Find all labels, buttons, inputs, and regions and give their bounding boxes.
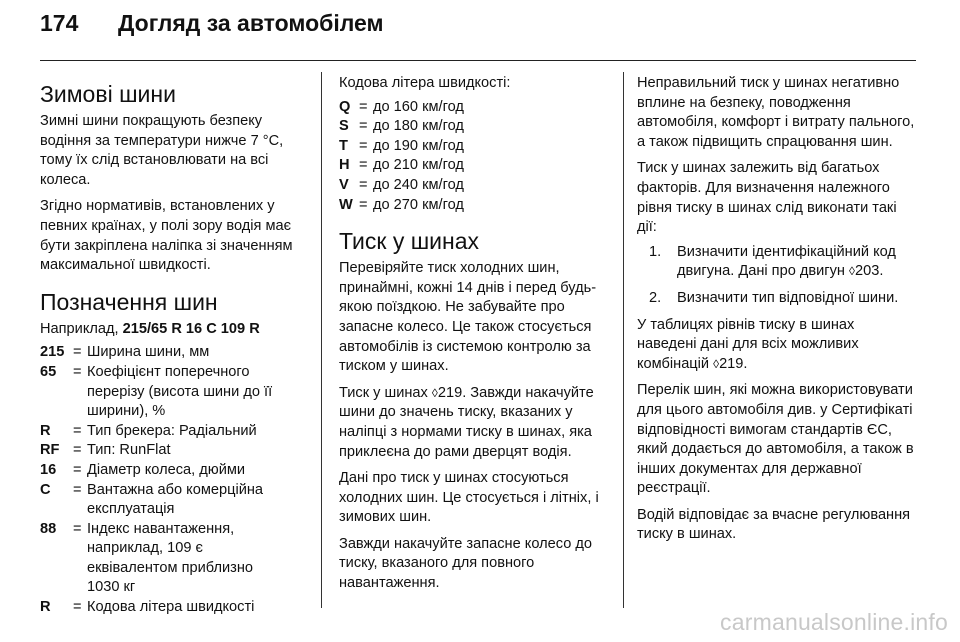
definition-line-text: наприклад, 109 є [87,540,204,557]
definition-term: 65 [40,363,57,380]
definition-line [73,441,308,461]
step-text-after: . [879,263,884,280]
col3-paragraph-3 [637,316,915,375]
speed-value [359,137,611,157]
definition-line [73,343,308,363]
definition-line-text: Індекс навантаження, [87,520,235,537]
definition-row [40,363,308,422]
definition-line [73,539,308,559]
speed-code-list [339,98,611,216]
definition-line-text: Коефіцієнт поперечного [87,363,250,380]
equals-sign: = [73,599,82,616]
speed-code-row [339,137,611,157]
definition-term: RF [40,442,60,459]
equals-sign: = [359,157,368,174]
speed-value-text: до 160 км/год [373,98,464,115]
definition-term: R [40,599,51,616]
equals-sign: = [359,98,368,115]
p2-text-after: . Завжди накачуйте шини до значень тиску, вказаних у наліпці з нормами тиску в шинах, яка приклеєна до рами дверцят водія. [339,384,594,460]
column-divider-1 [321,72,322,608]
equals-sign: = [359,196,368,213]
definition-text [73,461,308,481]
pressure-paragraph-4: Завжди накачуйте запасне колесо до тиску, вказаного для повного навантаження. [339,535,593,592]
definition-line [73,578,308,598]
definition-text [73,598,308,618]
speed-code-row [339,156,611,176]
equals-sign: = [73,481,82,498]
step-item [637,289,915,309]
tire-pressure-heading: Тиск у шинах [339,228,480,255]
definition-term: C [40,481,51,498]
example-code: 215/65 R 16 C 109 R [122,320,260,337]
speed-letter: H [339,157,350,174]
triangle-arrow-icon: ◊ [713,356,720,371]
definition-row [40,598,308,618]
winter-tires-paragraph-1: Зимні шини покращують безпеку водіння за температури нижче 7 °C, тому їх слід встановлювати на всі колеса. [40,113,284,188]
definition-row [40,520,308,598]
speed-value-text: до 210 км/год [373,157,464,174]
speed-value [359,196,611,216]
speed-value [359,98,611,118]
equals-sign: = [359,118,368,135]
col3-paragraph-1: Неправильний тиск у шинах негативно вплине на безпеку, поводження автомобіля, комфорт і витрату пального, а також підвищить спрацювання шин. [637,75,915,150]
speed-letter: V [339,176,349,193]
col3-paragraph-2: Тиск у шинах залежить від багатьох факторів. Для визначення належного рівня тиску в шинах слід виконати такі дії: [637,160,897,236]
definition-line [73,481,308,501]
column-1 [40,80,308,625]
column-2 [339,74,611,601]
definition-line-text: ширини), % [87,403,166,420]
definition-row [40,343,308,363]
speed-letter: T [339,137,348,154]
definition-line-text: Ширина шини, мм [87,344,210,361]
designation-definitions [40,343,308,617]
definition-line [73,559,308,579]
definition-line-text: Кодова літера швидкості [87,599,255,616]
header-rule [40,60,916,61]
column-3 [637,74,915,552]
step-text: Визначити тип відповідної шини. [677,289,899,306]
speed-code-intro: Кодова літера швидкості: [339,75,511,91]
definition-line [73,520,308,540]
speed-value [359,117,611,137]
speed-value-text: до 270 км/год [373,196,464,213]
definition-line [73,461,308,481]
page-number: 174 [40,10,79,36]
definition-term: 16 [40,461,57,478]
winter-tires-heading: Зимові шини [40,81,176,107]
definition-line [73,500,308,520]
chapter-title: Догляд за автомобілем [118,10,384,36]
speed-code-row [339,196,611,216]
equals-sign: = [73,344,82,361]
speed-value [359,156,611,176]
p3-text-before: У таблицях рівнів тиску в шинах наведені дані для всіх можливих комбінацій [637,316,859,372]
example-prefix: Наприклад, [40,320,123,337]
definition-term: 215 [40,344,65,361]
definition-line-text: 1030 кг [87,579,136,596]
col3-paragraph-5: Водій відповідає за вчасне регулювання тиску в шинах. [637,506,911,543]
designation-example [40,320,308,340]
speed-value-text: до 240 км/год [373,176,464,193]
definition-term: 88 [40,520,57,537]
definition-text [73,363,308,422]
speed-value-text: до 180 км/год [373,118,464,135]
speed-value-text: до 190 км/год [373,137,464,154]
page-reference-link[interactable]: 219 [437,384,463,401]
winter-tires-paragraph-2: Згідно нормативів, встановлених у певних країнах, у полі зору водія має бути закріплена наліпка зі значенням максимальної швидкості. [40,198,293,274]
triangle-arrow-icon: ◊ [431,385,438,400]
step-number: 1. [649,243,662,260]
equals-sign: = [73,520,82,537]
watermark: carmanualsonline.info [720,609,948,635]
definition-text [73,343,308,363]
speed-code-row [339,176,611,196]
definition-row [40,461,308,481]
definition-text [73,422,308,442]
page-reference-link[interactable]: 203 [854,263,880,280]
definition-text [73,441,308,461]
speed-letter: W [339,196,353,213]
definition-row [40,422,308,442]
p2-text-before: Тиск у шинах [339,384,432,401]
equals-sign: = [73,461,82,478]
definition-text [73,520,308,598]
definition-line-text: перерізу (висота шини до її [87,383,273,400]
speed-letter: S [339,118,349,135]
definition-line [73,598,308,618]
col3-paragraph-4: Перелік шин, які можна використовувати для цього автомобіля див. у Сертифікаті відповідності вимогам стандартів ЄС, який додається до автомобіля, а також в інших документах для державної реєстрації. [637,382,914,497]
definition-line-text: Вантажна або комерційна [87,481,264,498]
definition-line [73,402,308,422]
p3-text-after: . [743,355,748,372]
equals-sign: = [73,442,82,459]
column-divider-2 [623,72,624,608]
step-text: Визначити ідентифікаційний код двигуна. Дані про двигун [677,243,896,280]
definition-term: R [40,422,51,439]
triangle-arrow-icon: ◊ [849,264,855,279]
definition-line [73,422,308,442]
tire-designation-heading: Позначення шин [40,288,218,315]
definition-line [73,363,308,383]
definition-row [40,481,308,520]
pressure-paragraph-2 [339,384,611,462]
definition-line-text: експлуатація [87,501,175,518]
definition-line-text: Діаметр колеса, дюйми [87,461,246,478]
speed-letter: Q [339,98,351,115]
equals-sign: = [73,363,82,380]
speed-code-row [339,98,611,118]
definition-line-text: еквівалентом приблизно [87,559,254,576]
definition-text [73,481,308,520]
equals-sign: = [73,422,82,439]
page-reference-link[interactable]: 219 [719,355,744,372]
equals-sign: = [359,137,368,154]
step-number: 2. [649,289,662,306]
definition-row [40,441,308,461]
speed-code-row [339,117,611,137]
definition-line [73,383,308,403]
equals-sign: = [359,176,368,193]
page-header [40,10,384,50]
definition-line-text: Тип брекера: Радіальний [87,422,257,439]
speed-value [359,176,611,196]
pressure-paragraph-1: Перевіряйте тиск холодних шин, принаймні, кожні 14 днів і перед будь-якою поїздкою. Не забувайте про запасне колесо. Це також стосується автомобілів із системою контролю за тиском у шинах. [339,260,597,375]
definition-line-text: Тип: RunFlat [87,442,171,459]
steps-list [637,243,915,309]
step-body [677,243,915,282]
pressure-paragraph-3: Дані про тиск у шинах стосуються холодних шин. Це стосується і літніх, і зимових шин. [339,470,599,526]
step-item [637,243,915,282]
step-body [677,289,915,309]
